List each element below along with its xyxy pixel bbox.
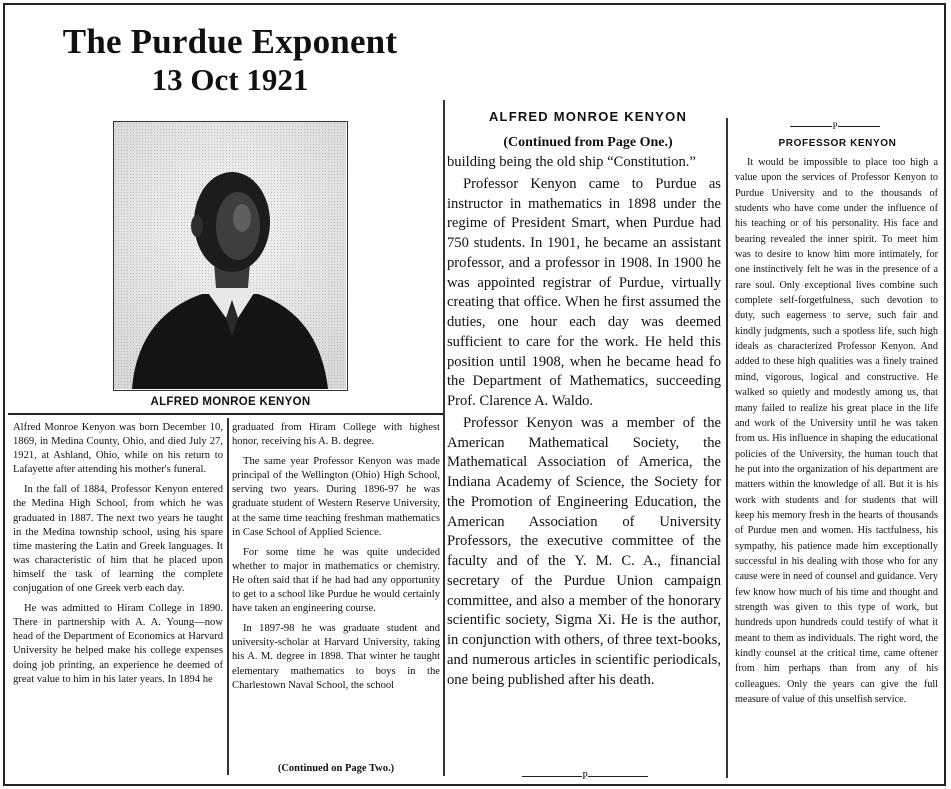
paragraph: Professor Kenyon was a member of the American Mathematical Society, the Mathematical Association of America, the Indiana Academy of Science, the Society for the Promotion of Engineering Education, the American Association of University Professors, the executive committee of the faculty and of the Y. M. C. A., financial secretary of the Purdue Union campaign committee, and also a member of the honorary scientific society, Sigma Xi. He is the author, in conjunction with others, of three text-books, and numerous articles in scientific periodicals, one being published after his death. (447, 414, 721, 688)
paragraph: For some time he was quite undecided whether to major in mathematics or chemistry. He often said that if he had had any opportunity to get to a school like Purdue he would certainly have taken an engineering course. (232, 546, 440, 615)
paragraph: In the fall of 1884, Professor Kenyon entered the Medina High School, from which he was graduated in 1887. The next two years he taught in the Medina township school, using his spare time mastering the Latin and Greek languages. It was characteristic of him that he placed upon himself the task of learning the complete conjugation of one Greek verb each day. (13, 484, 223, 595)
newspaper-title: The Purdue Exponent (62, 22, 398, 61)
article-column-1 (13, 421, 223, 693)
column-divider (443, 100, 445, 776)
continued-from-notice: (Continued from Page One.) (503, 135, 673, 150)
paragraph: building being the old ship “Constitution.” (447, 154, 696, 170)
section-divider (8, 413, 443, 415)
paragraph: graduated from Hiram College with highest honor, receiving his A. B. degree. (232, 422, 440, 448)
photo-caption: ALFRED MONROE KENYON (150, 396, 311, 408)
issue-date: 13 Oct 1921 (151, 62, 309, 97)
column-divider (726, 118, 728, 778)
section-separator: P (505, 771, 665, 782)
portrait-image (114, 122, 346, 389)
section-separator: P (770, 121, 900, 131)
article-column-3 (447, 153, 721, 692)
editorial-heading: PROFESSOR KENYON (778, 138, 897, 149)
paragraph: In 1897-98 he was graduate student and university-scholar at Harvard University, taking his A. M. degree in 1898. That winter he taught elementary mathematics to boys in the Charlestown Naval School, the school (232, 623, 440, 691)
continued-notice: (Continued on Page Two.) (277, 763, 395, 774)
masthead (20, 22, 440, 98)
paragraph: Professor Kenyon came to Purdue as instructor in mathematics in 1898 under the regime of President Smart, when Purdue had 750 students. In 1901, he became an assistant professor, and a professor in 1908. In 1900 he was appointed registrar of Purdue, virtually creating that office. When he first assumed the duties, one hour each day was deemed sufficient to care for the work. He held this position until 1908, when he became head fo the Department of Mathematics, succeeding Prof. Clarence A. Waldo. (447, 175, 721, 409)
portrait-photo (113, 121, 348, 391)
continued-article-heading: ALFRED MONROE KENYON (488, 109, 688, 124)
article-column-4 (735, 155, 938, 707)
paragraph: It would be impossible to place too high a value upon the services of Professor Kenyon to Purdue University and to the thousands of students who have come under the influence of his teaching or of his personality. His face and bearing revealed the inner spirit. To meet him was to desire to know him more intimately, for one instinctively felt he was in the presence of a rare soul. Only exceptional lives combine such complete self-forgetfulness, such devotion to duty, such eagerness to serve, such fair and kindly judgments, such a spotless life, such high ideals as characterized Professor Kenyon. And added to these high qualities was a finely trained mind, vigorous, logical and constructive. He walked so quietly and modestly among us, that many failed to realize his great place in the life and work of the University until he was taken from us. His influence in shaping the educational policies of the University, the human touch that he put into the organization of his department are matters within the knowledge of all. But it is his work with students and for students that will keep his memory fresh in the hearts of thousands of Purdue men and women. His tactfulness, his sympathy, his patience made him exceptionally successful in his dealing with those who for any cause were in need of counsel and guidance. Very few know how much of his time and thought and strength was given to this type of work, but hundreds upon hundreds could testify of what it meant to them as individuals. The right word, the kindly counsel at the critical time, came oftener from him perhaps than from any of his colleagues. Only the years can give the full measure of value of this unselfish service. (735, 157, 938, 706)
article-column-2 (232, 421, 440, 699)
paragraph: Alfred Monroe Kenyon was born December 10, 1869, in Medina County, Ohio, and died July 27, 1921, at Ashland, Ohio, while on his return to Lafayette after attending his mother's funeral. (13, 422, 223, 476)
paragraph: The same year Professor Kenyon was made principal of the Wellington (Ohio) High School, serving two years. During 1896-97 he was graduate student of Western Reserve University, at the same time teaching freshman mathematics in Case School of Applied Science. (232, 456, 440, 538)
column-divider (227, 418, 229, 775)
paragraph: He was admitted to Hiram College in 1890. There in partnership with A. A. Young—now head of the Department of Economics at Harvard University he helped make his college expenses doing job printing, an experience he deemed of great value to him in his later years. In 1894 he (13, 603, 223, 685)
